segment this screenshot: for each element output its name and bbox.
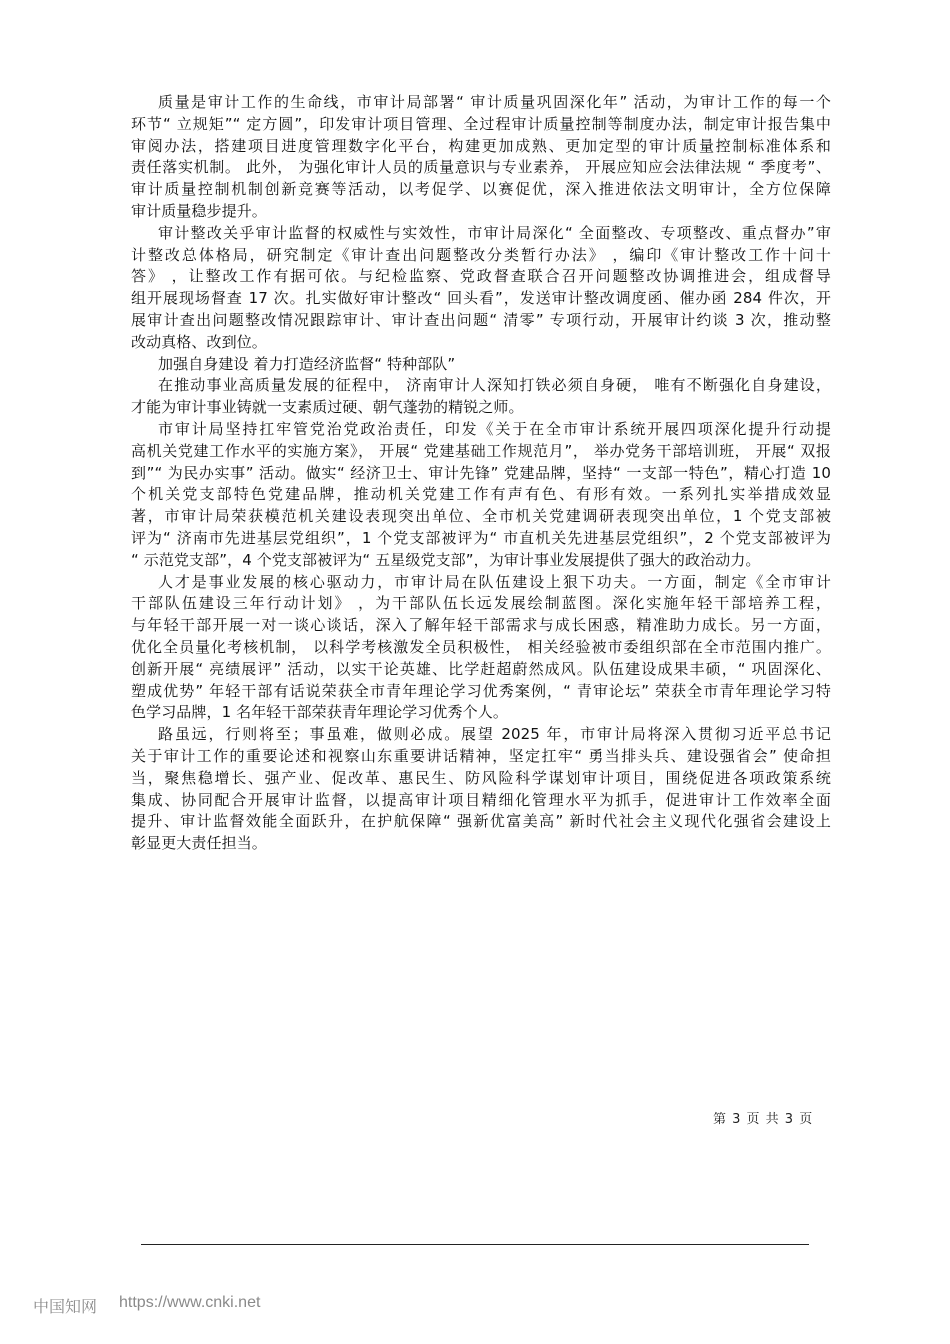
text-line: 高机关党建工作水平的实施方案》， 开展“ 党建基础工作规范月”， 举办党务干部培训班， 开展“ 双报: [131, 441, 831, 460]
text-line: “ 示范党支部”，4 个党支部被评为“ 五星级党支部”，为审计事业发展提供了强大的政治动力。: [131, 550, 761, 569]
text-line: 答》 ，让整改工作有据可依。与纪检监察、党政督查联合召开问题整改协调推进会，组成督导: [131, 267, 831, 286]
text-line: 计整改总体格局，研究制定《审计查出问题整改分类暂行办法》 ，编印《审计整改工作十问十: [131, 245, 831, 264]
text-line: 环节“ 立规矩”“ 定方圆”，印发审计项目管理、全过程审计质量控制等制度办法，制定审计报告集中: [131, 114, 831, 133]
text-line: 到”“ 为民办实事” 活动。做实“ 经济卫士、审计先锋” 党建品牌，坚持“ 一支部一特色”，精心打造 10: [131, 463, 831, 482]
text-line: 改动真格、改到位。: [131, 332, 267, 351]
text-line: 审计质量控制机制创新竞赛等活动，以考促学、以赛促优，深入推进依法文明审计，全方位保障: [131, 180, 831, 199]
text-line: 才能为审计事业铸就一支素质过硬、朝气蓬勃的精锐之师。: [131, 398, 524, 417]
watermark-brand: 中国知网: [33, 1299, 98, 1316]
text-line: 审计质量稳步提升。: [131, 201, 267, 220]
text-line: 著，市审计局荣获模范机关建设表现突出单位、全市机关党建调研表现突出单位，1 个党支部被: [131, 507, 831, 526]
text-line: 市审计局坚持扛牢管党治党政治责任，印发《关于在全市审计系统开展四项深化提升行动提: [158, 419, 831, 438]
paragraph-quality: [131, 92, 831, 223]
text-line: 当，聚焦稳增长、强产业、促改革、惠民生、防风险科学谋划审计项目，围绕促进各项政策系统: [131, 768, 831, 787]
text-line: 审阅办法，搭建项目进度管理数字化平台，构建更加成熟、更加定型的审计质量控制标准体系和: [131, 136, 831, 155]
paragraph-party-building: [131, 419, 831, 572]
paragraph-outlook: [131, 724, 831, 855]
text-line: 路虽远，行则将至；事虽难，做则必成。展望 2025 年，市审计局将深入贯彻习近平总书记: [158, 725, 831, 744]
document-body: [131, 92, 831, 855]
text-line: 塑成优势” 年轻干部有话说荣获全市青年理论学习优秀案例，“ 青审论坛” 荣获全市青年理论学习特: [131, 681, 831, 700]
section-heading: [131, 354, 831, 376]
text-line: 人才是事业发展的核心驱动力，市审计局在队伍建设上狠下功夫。一方面，制定《全市审计: [158, 572, 831, 591]
text-line: 色学习品牌，1 名年轻干部荣获青年理论学习优秀个人。: [131, 703, 508, 722]
text-line: 展审计查出问题整改情况跟踪审计、审计查出问题“ 清零” 专项行动，开展审计约谈 3 次，推动整: [131, 310, 831, 329]
text-line: 在推动事业高质量发展的征程中， 济南审计人深知打铁必须自身硬， 唯有不断强化自身建设，: [158, 376, 831, 395]
text-line: 集成、协同配合开展审计监督，以提高审计项目精细化管理水平为抓手，促进审计工作效率全面: [131, 790, 831, 809]
text-line: 与年轻干部开展一对一谈心谈话，深入了解年轻干部需求与成长困惑，精准助力成长。另一方面，: [131, 616, 831, 635]
paragraph-talent: [131, 572, 831, 725]
text-line: 个机关党支部特色党建品牌，推动机关党建工作有声有色、有形有效。一系列扎实举措成效显: [131, 485, 831, 504]
text-line: 干部队伍建设三年行动计划》 ，为干部队伍长远发展绘制蓝图。深化实施年轻干部培养工程，: [131, 594, 831, 613]
watermark-url[interactable]: https://www.cnki.net: [119, 1294, 261, 1311]
text-line: 评为“ 济南市先进基层党组织”，1 个党支部被评为“ 市直机关先进基层党组织”，2 个党支部被评为: [131, 528, 831, 547]
page-number: 第 3 页 共 3 页: [713, 1112, 814, 1127]
text-line: 责任落实机制。 此外， 为强化审计人员的质量意识与专业素养， 开展应知应会法律法规 “ 季度考”、: [131, 158, 831, 177]
footer-divider: [141, 1244, 809, 1245]
cnki-watermark: [33, 1294, 260, 1317]
heading-text: 加强自身建设 着力打造经济监督“ 特种部队”: [158, 354, 456, 373]
text-line: 优化全员量化考核机制， 以科学考核激发全员积极性， 相关经验被市委组织部在全市范围内推广。: [131, 637, 831, 656]
text-line: 质量是审计工作的生命线，市审计局部署“ 审计质量巩固深化年” 活动，为审计工作的每一个: [158, 93, 831, 111]
text-line: 审计整改关乎审计监督的权威性与实效性，市审计局深化“ 全面整改、专项整改、重点督办”审: [158, 223, 831, 242]
text-line: 彰显更大责任担当。: [131, 834, 267, 853]
text-line: 组开展现场督查 17 次。扎实做好审计整改“ 回头看”，发送审计整改调度函、催办函 284 件次，开: [131, 289, 831, 308]
paragraph-rectification: [131, 223, 831, 354]
text-line: 提升、审计监督效能全面跃升，在护航保障“ 强新优富美高” 新时代社会主义现代化强省会建设上: [131, 812, 831, 831]
text-line: 关于审计工作的重要论述和视察山东重要讲话精神，坚定扛牢“ 勇当排头兵、建设强省会” 使命担: [131, 746, 831, 765]
paragraph-self-building: [131, 375, 831, 419]
text-line: 创新开展“ 亮绩展评” 活动，以实干论英雄、比学赶超蔚然成风。队伍建设成果丰硕，“ 巩固深化、: [131, 659, 831, 678]
